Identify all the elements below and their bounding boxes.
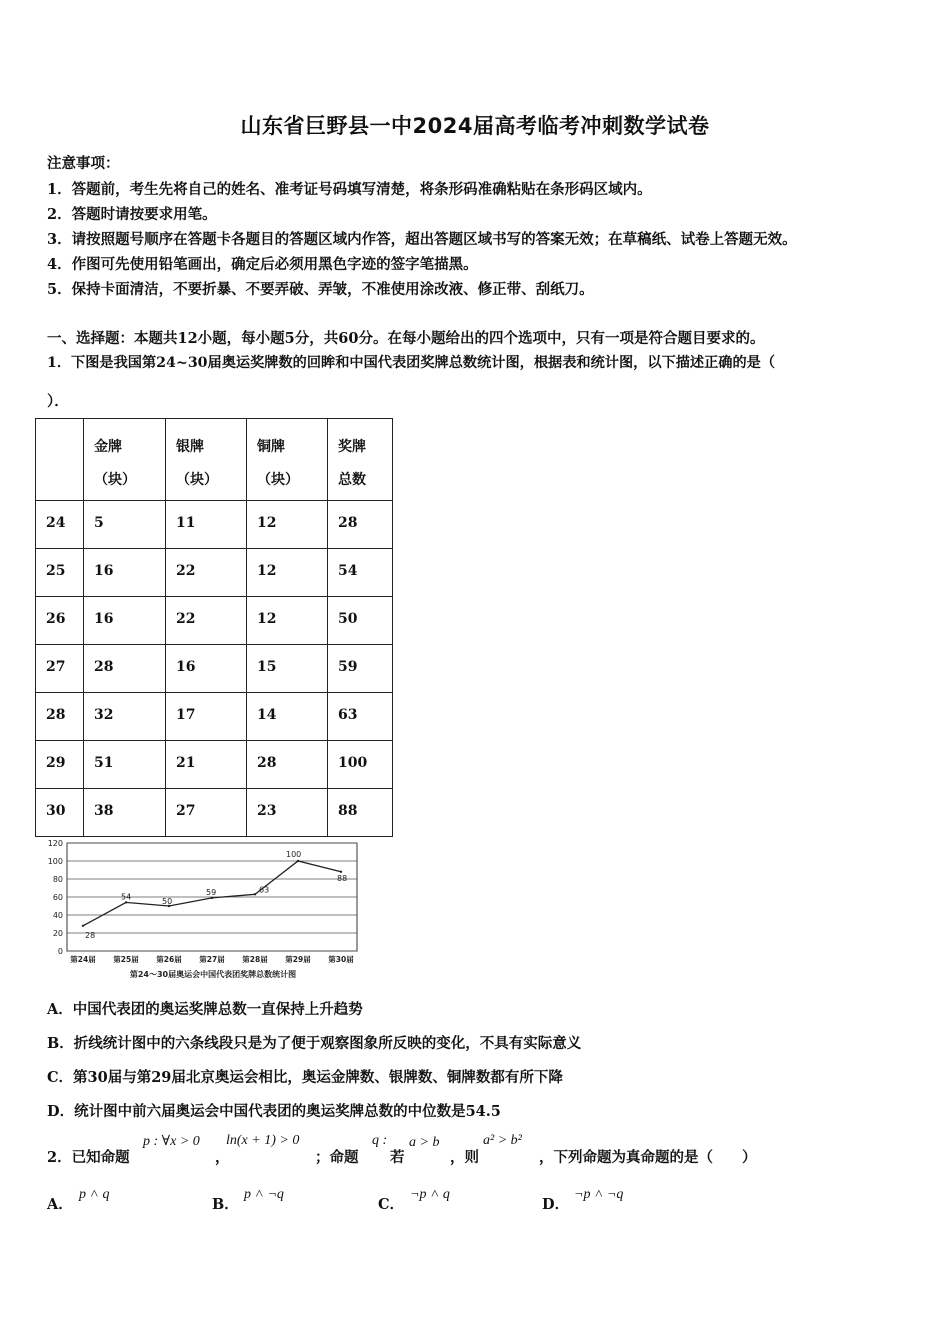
q1-stem: 1．下图是我国第24~30届奥运奖牌数的回眸和中国代表团奖牌总数统计图，根据表和统计图，以下描述正确的是（ [47, 355, 776, 371]
table-cell: 28 [94, 659, 114, 675]
table-cell: 27 [176, 803, 196, 819]
chart-title: 第24～30届奥运会中国代表团奖牌总数统计图 [129, 970, 297, 979]
chart-data-label: 59 [206, 887, 217, 897]
table-cell: 27 [46, 659, 66, 675]
chart-point [340, 871, 342, 873]
q2-mid-2: 若 [390, 1149, 405, 1166]
q1-option-d: D．统计图中前六届奥运会中国代表团的奥运奖牌总数的中位数是54.5 [47, 1103, 501, 1120]
chart-x-tick-label: 第29届 [285, 955, 311, 964]
q2-mid-3: ，则 [450, 1149, 479, 1166]
chart-y-tick-label: 0 [57, 947, 63, 956]
q2-ln-expression: ln(x + 1) > 0 [226, 1133, 300, 1148]
chart-x-tick-label: 第26届 [156, 955, 182, 964]
table-row [36, 789, 393, 837]
table-row [36, 549, 393, 597]
table-header-row [36, 419, 393, 501]
table-row [36, 645, 393, 693]
medal-total-line-chart [35, 835, 365, 983]
chart-y-tick-label: 80 [52, 875, 63, 884]
table-cell: 21 [176, 755, 196, 771]
chart-point [254, 893, 256, 895]
medal-table [35, 418, 393, 837]
chart-point [125, 901, 127, 903]
table-cell: 12 [257, 611, 277, 627]
note-item-3: 3．请按照题号顺序在答题卡各题目的答题区域内作答，超出答题区域书写的答案无效；在草稿纸、试卷上答题无效。 [47, 231, 797, 248]
table-cell: 28 [338, 515, 358, 531]
table-row [36, 501, 393, 549]
chart-x-tick-label: 第30届 [328, 955, 354, 964]
table-cell: 51 [94, 755, 114, 771]
q2-mid-1: ；命题 [315, 1149, 359, 1166]
table-cell: 11 [176, 515, 196, 531]
chart-y-tick-label: 120 [47, 839, 63, 848]
q1-option-a: A．中国代表团的奥运奖牌总数一直保持上升趋势 [47, 1001, 363, 1018]
chart-y-tick-label: 20 [52, 929, 63, 938]
table-cell: 59 [338, 659, 358, 675]
table-cell: 22 [176, 563, 196, 579]
chart-data-label: 28 [85, 930, 96, 940]
table-header-cell: 金牌 （块） [84, 419, 166, 501]
chart-y-tick-label: 100 [47, 857, 63, 866]
chart-data-label: 63 [259, 885, 270, 895]
chart-x-tick-label: 第27届 [199, 955, 225, 964]
table-cell: 28 [257, 755, 277, 771]
table-header-cell: 银牌 （块） [166, 419, 247, 501]
q2-prefix: 2．已知命题 [47, 1149, 130, 1166]
table-row [36, 693, 393, 741]
q2-q-expression: q : [372, 1133, 388, 1148]
table-cell: 22 [176, 611, 196, 627]
chart-x-tick-label: 第25届 [113, 955, 139, 964]
chart-point [211, 897, 213, 899]
table-row [36, 597, 393, 645]
table-cell: 25 [46, 563, 66, 579]
note-item-5: 5．保持卡面清洁，不要折暴、不要弄破、弄皱，不准使用涂改液、修正带、刮纸刀。 [47, 281, 594, 298]
note-item-4: 4．作图可先使用铅笔画出，确定后必须用黑色字迹的签字笔描黑。 [47, 256, 478, 273]
table-header-cell: 奖牌 总数 [328, 419, 393, 501]
note-item-2: 2．答题时请按要求用笔。 [47, 206, 217, 223]
chart-data-label: 100 [286, 850, 302, 859]
chart-y-tick-label: 60 [52, 893, 63, 902]
table-cell: 12 [257, 515, 277, 531]
table-row [36, 741, 393, 789]
chart-data-label: 88 [337, 873, 348, 883]
table-header-cell: 铜牌 （块） [247, 419, 328, 501]
table-cell: 15 [257, 659, 277, 675]
chart-x-tick-label: 第24届 [70, 955, 96, 964]
table-cell: 23 [257, 803, 277, 819]
chart-x-tick-labels [70, 954, 354, 964]
page-title: 山东省巨野县一中2024届高考临考冲刺数学试卷 [240, 114, 710, 138]
table-cell: 54 [338, 563, 358, 579]
q1-stem-end: ）． [47, 393, 69, 410]
table-header-cell [36, 419, 84, 501]
note-item-1: 1．答题前，考生先将自己的姓名、准考证号码填写清楚，将条形码准确粘贴在条形码区域内。 [47, 181, 652, 198]
q2-suffix: ，下列命题为真命题的是（ ） [539, 1149, 757, 1166]
q2-ab-expression: a > b [409, 1135, 440, 1150]
chart-point [82, 925, 84, 927]
chart-y-tick-labels [48, 839, 63, 956]
chart-point [297, 860, 299, 862]
table-cell: 38 [94, 803, 114, 819]
table-cell: 63 [338, 707, 358, 723]
table-cell: 30 [46, 803, 66, 819]
q1-option-c: C．第30届与第29届北京奥运会相比，奥运金牌数、银牌数、铜牌数都有所下降 [47, 1069, 563, 1086]
chart-y-tick-label: 40 [52, 911, 63, 920]
table-cell: 16 [176, 659, 196, 675]
table-cell: 100 [338, 755, 368, 771]
q1-option-b: B．折线统计图中的六条线段只是为了便于观察图象所反映的变化，不具有实际意义 [47, 1035, 582, 1052]
chart-data-label: 54 [121, 892, 132, 902]
q2-p-expression: p : ∀x > 0 [143, 1134, 200, 1149]
table-cell: 24 [46, 515, 66, 531]
table-cell: 12 [257, 563, 277, 579]
table-cell: 5 [94, 515, 104, 531]
notes-heading: 注意事项： [47, 155, 120, 172]
q2-comma: ， [215, 1149, 230, 1166]
table-cell: 28 [46, 707, 66, 723]
table-cell: 16 [94, 563, 114, 579]
chart-x-tick-label: 第28届 [242, 955, 268, 964]
section-1-heading: 一、选择题：本题共12小题，每小题5分，共60分。在每小题给出的四个选项中，只有一项是符合题目要求的。 [47, 330, 765, 347]
q2-square-expression: a² > b² [483, 1133, 522, 1148]
table-cell: 17 [176, 707, 196, 723]
table-cell: 32 [94, 707, 114, 723]
chart-data-label: 50 [162, 897, 173, 906]
table-cell: 88 [338, 803, 358, 819]
table-cell: 14 [257, 707, 277, 723]
table-cell: 50 [338, 611, 358, 627]
table-cell: 16 [94, 611, 114, 627]
table-cell: 29 [46, 755, 66, 771]
table-cell: 26 [46, 611, 66, 627]
